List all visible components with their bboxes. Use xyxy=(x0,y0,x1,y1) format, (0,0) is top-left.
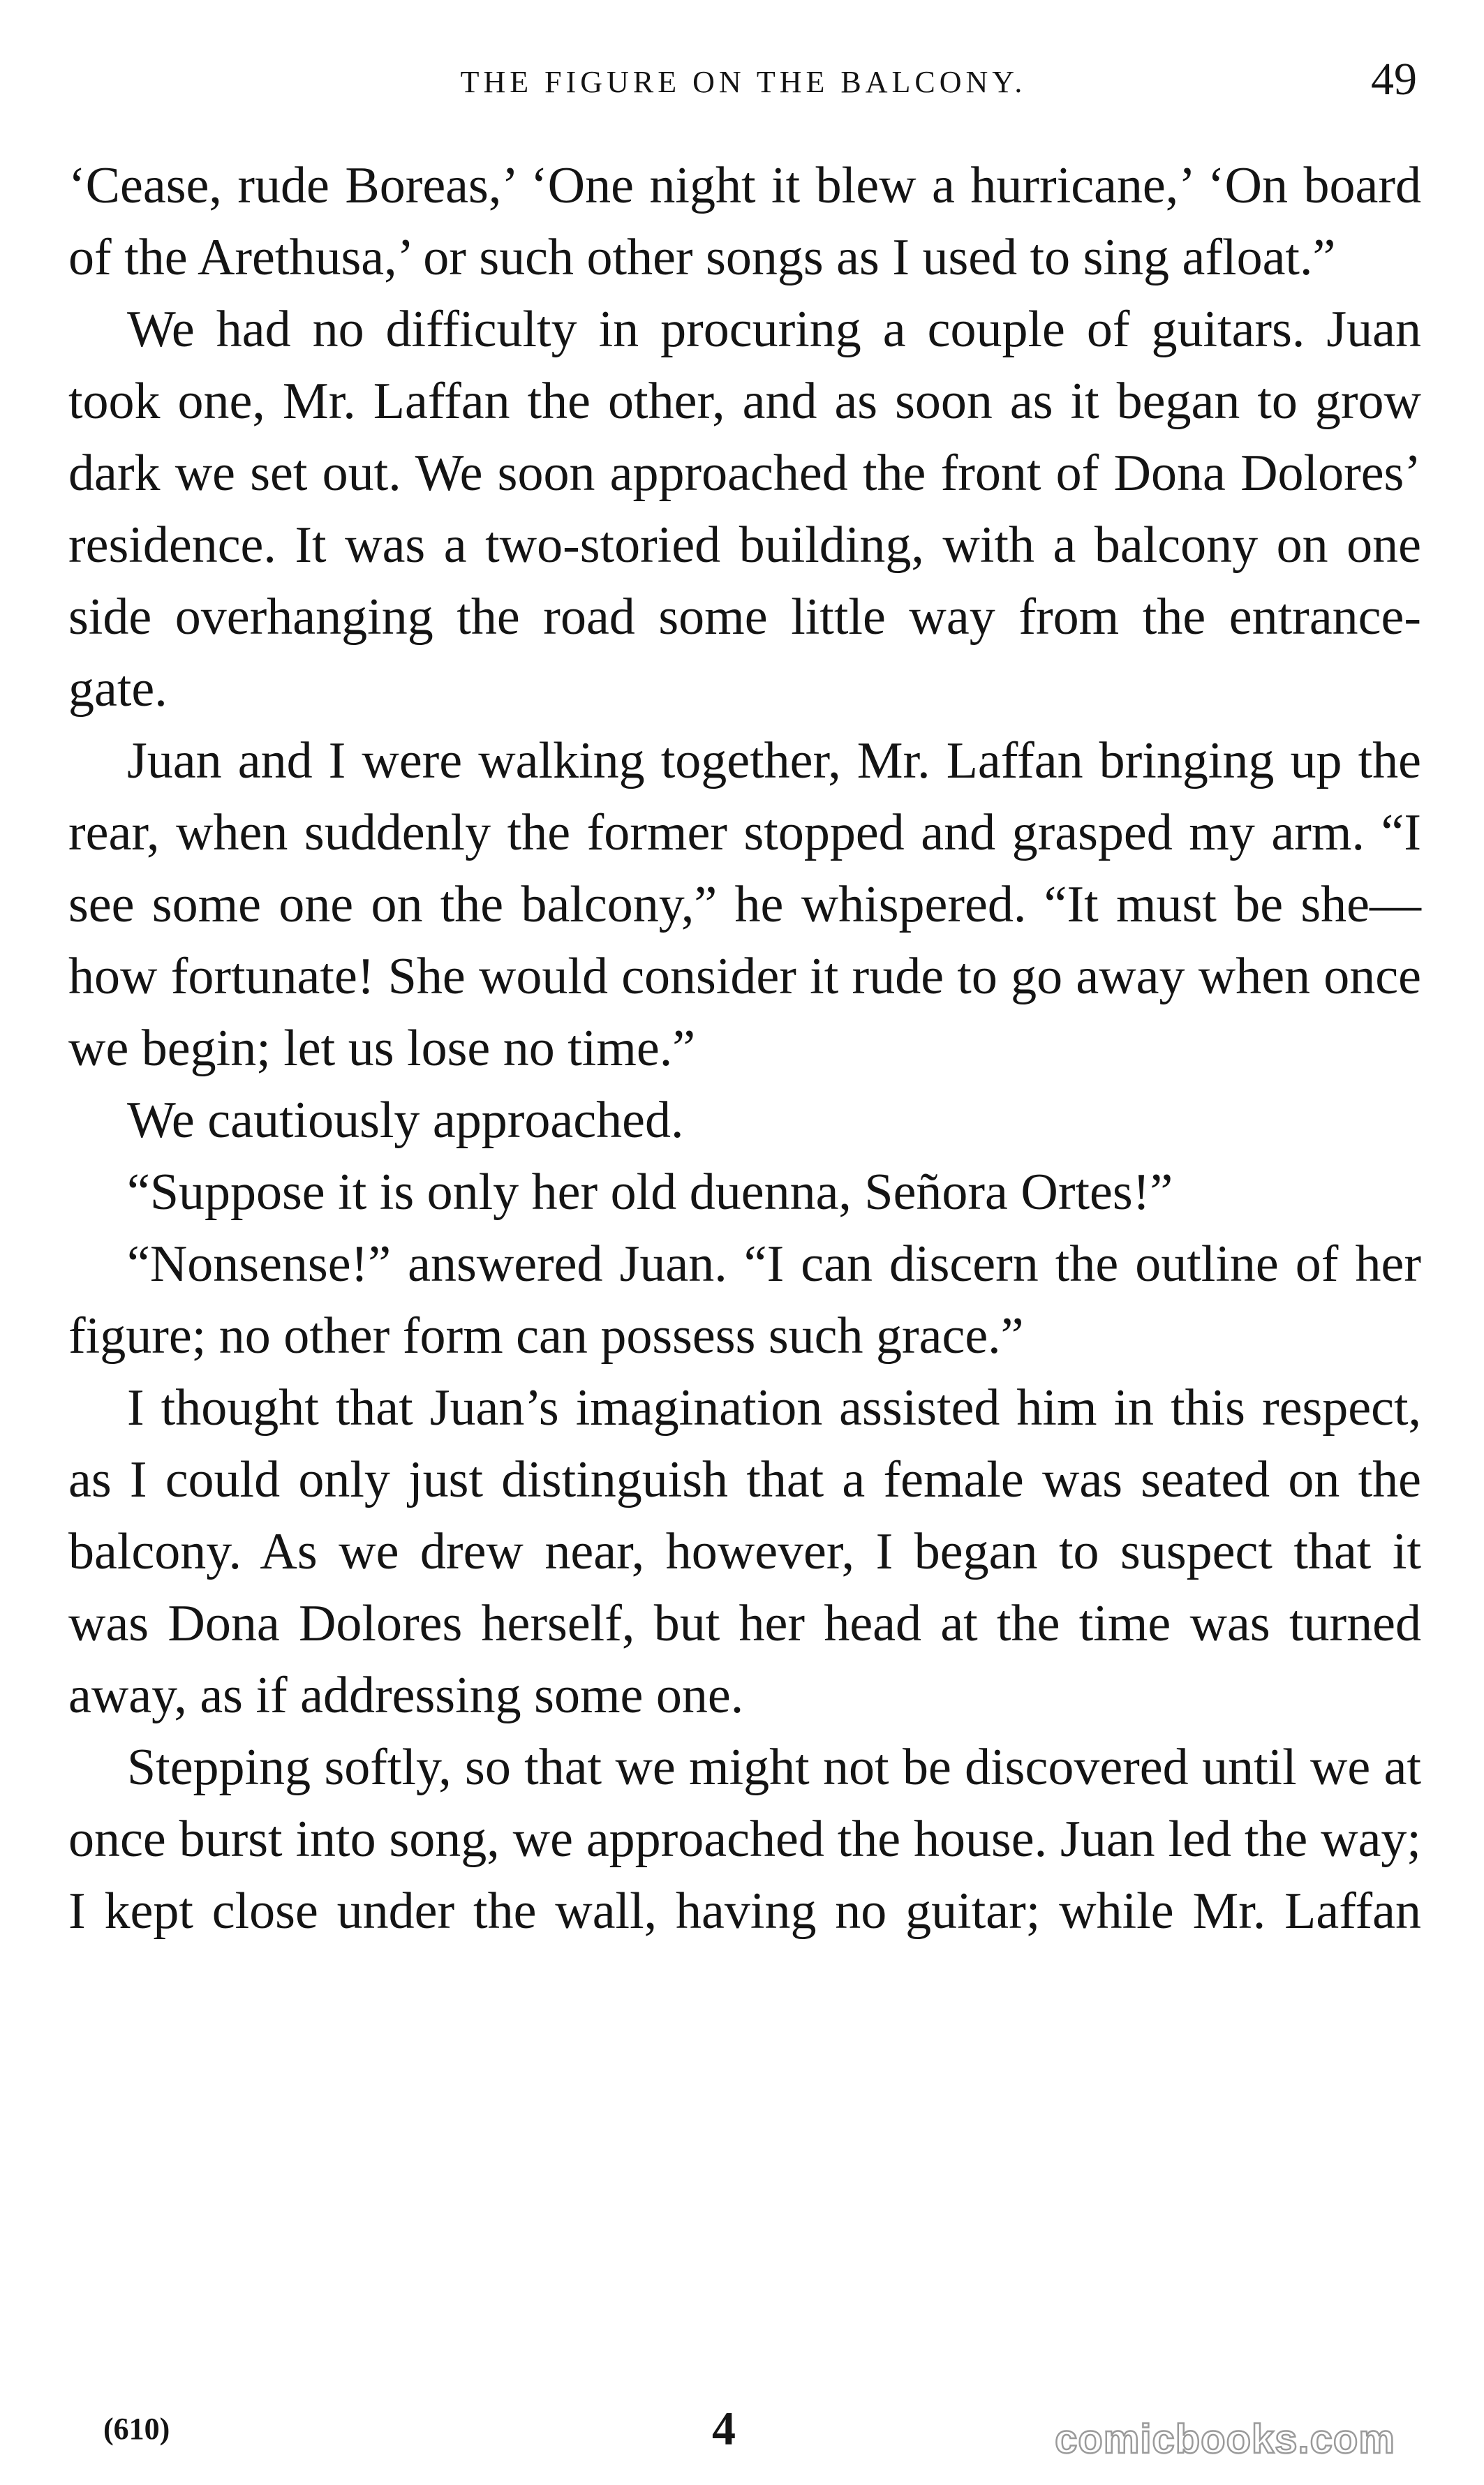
printer-signature: (610) xyxy=(103,2412,170,2446)
page-number: 49 xyxy=(1371,54,1417,105)
running-head xyxy=(70,49,1417,126)
paragraph: Stepping softly, so that we might not be discovered until we at once burst into song, we approached the house. Juan led the way; I kept close under the wall, having no guitar; while Mr. Laffan xyxy=(68,1739,1421,1940)
running-title: THE FIGURE ON THE BALCONY. xyxy=(460,65,1027,99)
paragraph: ‘Cease, rude Boreas,’ ‘One night it blew a hurricane,’ ‘On board of the Arethusa,’ or such other songs as I used to sing afloat.” xyxy=(68,157,1421,286)
paragraph: We cautiously approached. xyxy=(127,1092,684,1149)
paragraph: Juan and I were walking together, Mr. Laffan bringing up the rear, when suddenly the former stopped and grasped my arm. “I see some one on the balcony,” he whispered. “It must be she—how fortunate! She would consider it rude to go away when once we begin; let us lose no time.” xyxy=(68,732,1421,1077)
paragraph: “Suppose it is only her old duenna, Señora Ortes!” xyxy=(127,1164,1173,1221)
body-text xyxy=(68,150,1421,2356)
paragraph: “Nonsense!” answered Juan. “I can discern the outline of her figure; no other form can possess such grace.” xyxy=(68,1236,1421,1365)
watermark xyxy=(998,2410,1452,2472)
paragraph: We had no difficulty in procuring a couple of guitars. Juan took one, Mr. Laffan the other, and as soon as it began to grow dark we set out. We soon approached the front of Dona Dolores’ residence. It was a two-storied building, with a balcony on one side overhanging the road some little way from the entrance-gate. xyxy=(68,301,1421,718)
watermark-text: comicbooks.com xyxy=(1055,2417,1395,2462)
paragraph: I thought that Juan’s imagination assisted him in this respect, as I could only just distinguish that a female was seated on the balcony. As we drew near, however, I began to suspect that it was Dona Dolores herself, but her head at the time was turned away, as if addressing some one. xyxy=(68,1379,1421,1724)
signature-mark: 4 xyxy=(712,2402,736,2455)
